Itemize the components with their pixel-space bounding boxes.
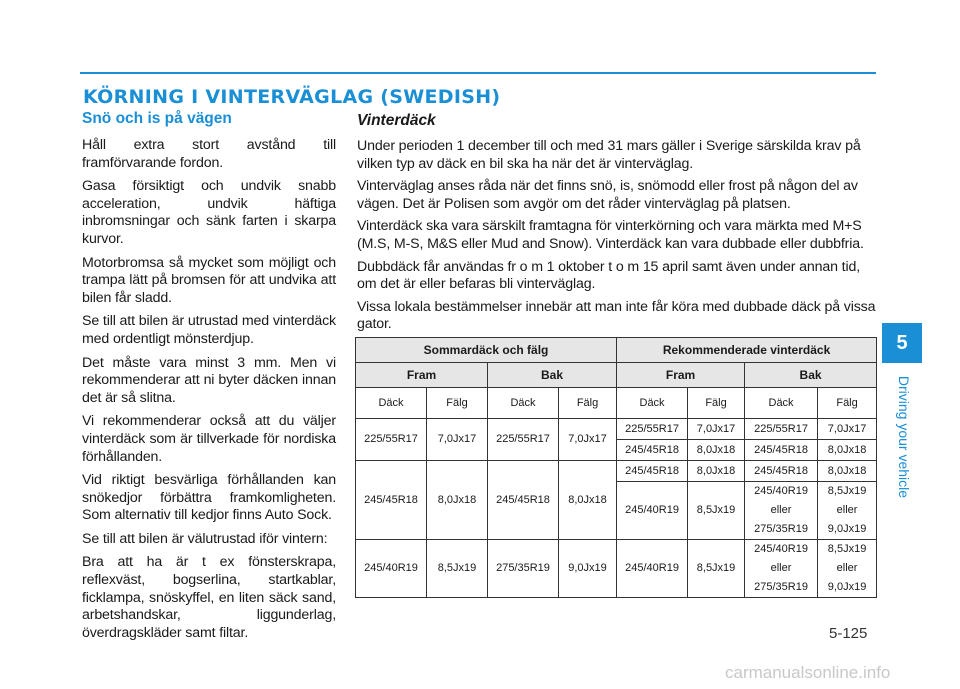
table-cell: 225/55R17: [488, 419, 559, 461]
chapter-label: Driving your vehicle: [896, 375, 912, 499]
table-cell: 245/45R18: [745, 461, 818, 482]
left-paragraph: Vi rekommenderar också att du väljer vinterdäck som är tillverkade för nordiska förhållanden.: [82, 413, 336, 465]
left-column: [82, 110, 336, 648]
column-header: Däck: [488, 388, 559, 419]
table-cell: 245/45R18: [745, 440, 818, 461]
header-rule: [80, 72, 876, 74]
or-label: eller: [770, 562, 792, 574]
table-row: [356, 419, 877, 440]
table-cell: [745, 540, 818, 598]
table-cell: 7,0Jx17: [427, 419, 488, 461]
or-label: eller: [836, 504, 858, 516]
table-cell: 225/55R17: [745, 419, 818, 440]
left-paragraph: Se till att bilen är utrustad med vinterdäck med ordentligt mönsterdjup.: [82, 313, 336, 347]
table-cell: 7,0Jx17: [818, 419, 877, 440]
page-number: 5-125: [829, 625, 868, 642]
snow-ice-heading: Snö och is på vägen: [82, 110, 232, 127]
right-column: [357, 112, 877, 339]
table-cell: 245/45R18: [617, 461, 688, 482]
section-title: KÖRNING I VINTERVÄGLAG (SWEDISH): [83, 86, 501, 108]
table-position-header-row: [356, 363, 877, 388]
table-cell: 245/45R18: [488, 461, 559, 540]
table-group-header-row: [356, 338, 877, 363]
table-cell: 8,0Jx18: [427, 461, 488, 540]
left-paragraph: Vid riktigt besvärliga förhållanden kan snökedjor förbättra framkomligheten. Som alternativ till kedjor finns Auto Sock.: [82, 472, 336, 524]
table-cell: 8,5Jx19: [427, 540, 488, 598]
table-column-header-row: [356, 388, 877, 419]
table-cell: 7,0Jx17: [559, 419, 617, 461]
column-header: Fälg: [559, 388, 617, 419]
left-paragraph: Bra att ha är t ex fönsterskrapa, reflexväst, bogserlina, startkablar, ficklampa, snöskyffel, en liten säck sand, arbetshandskar, liggunderlag, överdragskläder samt filtar.: [82, 554, 336, 641]
left-paragraph: Det måste vara minst 3 mm. Men vi rekommenderar att ni byter däcken innan det är så slitna.: [82, 354, 336, 406]
rim-option: 9,0Jx19: [827, 523, 867, 535]
table-cell: [745, 482, 818, 540]
rim-option: 8,5Jx19: [827, 485, 867, 497]
table-cell: 225/55R17: [617, 419, 688, 440]
chapter-number-tab: 5: [882, 323, 922, 363]
table-cell: 245/40R19: [356, 540, 427, 598]
table-cell: 7,0Jx17: [688, 419, 745, 440]
column-header: Fälg: [427, 388, 488, 419]
column-header: Fälg: [818, 388, 877, 419]
winter-rear-header: Bak: [745, 363, 877, 388]
table-cell: 245/45R18: [617, 440, 688, 461]
summer-group-header: Sommardäck och fälg: [356, 338, 617, 363]
tire-option: 275/35R19: [754, 581, 808, 593]
or-label: eller: [770, 504, 792, 516]
tire-table: [355, 337, 877, 598]
column-header: Däck: [356, 388, 427, 419]
right-paragraph: Dubbdäck får användas fr o m 1 oktober t o m 15 april samt även under annan tid, om det är eller befaras bli vinterväglag.: [357, 258, 860, 293]
tire-option: 245/40R19: [754, 485, 808, 497]
table-row: [356, 540, 877, 598]
table-cell: 225/55R17: [356, 419, 427, 461]
right-paragraph: Vinterväglag anses råda när det finns snö, is, snömodd eller frost på någon del av vägen. Det är Polisen som avgör om det råder vinterväglag på platsen.: [357, 178, 858, 212]
right-paragraph: Vissa lokala bestämmelser innebär att man inte får köra med dubbade däck på vissa gator.: [357, 298, 876, 333]
summer-rear-header: Bak: [488, 363, 617, 388]
right-paragraph: Under perioden 1 december till och med 31 mars gäller i Sverige särskilda krav på vilken typ av däck en bil ska ha när det är vinterväglag.: [357, 138, 861, 172]
table-cell: 8,5Jx19: [688, 540, 745, 598]
table-cell: 8,0Jx18: [818, 461, 877, 482]
table-cell: 8,5Jx19: [688, 482, 745, 540]
left-paragraph: Gasa försiktigt och undvik snabb acceleration, undvik häftiga inbromsningar och sänk farten i skarpa kurvor.: [82, 178, 336, 247]
tire-option: 245/40R19: [754, 543, 808, 555]
tire-option: 275/35R19: [754, 523, 808, 535]
table-cell: 8,0Jx18: [688, 461, 745, 482]
rim-option: 9,0Jx19: [827, 581, 867, 593]
left-paragraph: Håll extra stort avstånd till framförvarande fordon.: [82, 137, 336, 171]
left-paragraph: Se till att bilen är välutrustad iför vintern:: [82, 530, 328, 547]
column-header: Däck: [617, 388, 688, 419]
table-cell: [818, 482, 877, 540]
table-cell: 275/35R19: [488, 540, 559, 598]
table-cell: 9,0Jx19: [559, 540, 617, 598]
summer-front-header: Fram: [356, 363, 488, 388]
table-cell: 8,0Jx18: [818, 440, 877, 461]
table-cell: 245/45R18: [356, 461, 427, 540]
or-label: eller: [836, 562, 858, 574]
winter-group-header: Rekommenderade vinterdäck: [617, 338, 877, 363]
table-cell: 245/40R19: [617, 482, 688, 540]
winter-tires-heading: Vinterdäck: [357, 112, 436, 129]
column-header: Däck: [745, 388, 818, 419]
right-paragraph: Vinterdäck ska vara särskilt framtagna för vinterkörning och vara märkta med M+S (M.S, M-S, M&S eller Mud and Snow). Vinterdäck kan vara dubbade eller dubbfria.: [357, 218, 864, 252]
table-cell: 8,0Jx18: [688, 440, 745, 461]
winter-front-header: Fram: [617, 363, 745, 388]
left-paragraph: Motorbromsa så mycket som möjligt och trampa lätt på bromsen för att undvika att bilen får sladd.: [82, 254, 336, 306]
watermark: carmanualsonline.info: [725, 663, 891, 682]
table-cell: 245/40R19: [617, 540, 688, 598]
column-header: Fälg: [688, 388, 745, 419]
table-cell: 8,0Jx18: [559, 461, 617, 540]
table-row: [356, 461, 877, 482]
table-cell: [818, 540, 877, 598]
rim-option: 8,5Jx19: [827, 543, 867, 555]
